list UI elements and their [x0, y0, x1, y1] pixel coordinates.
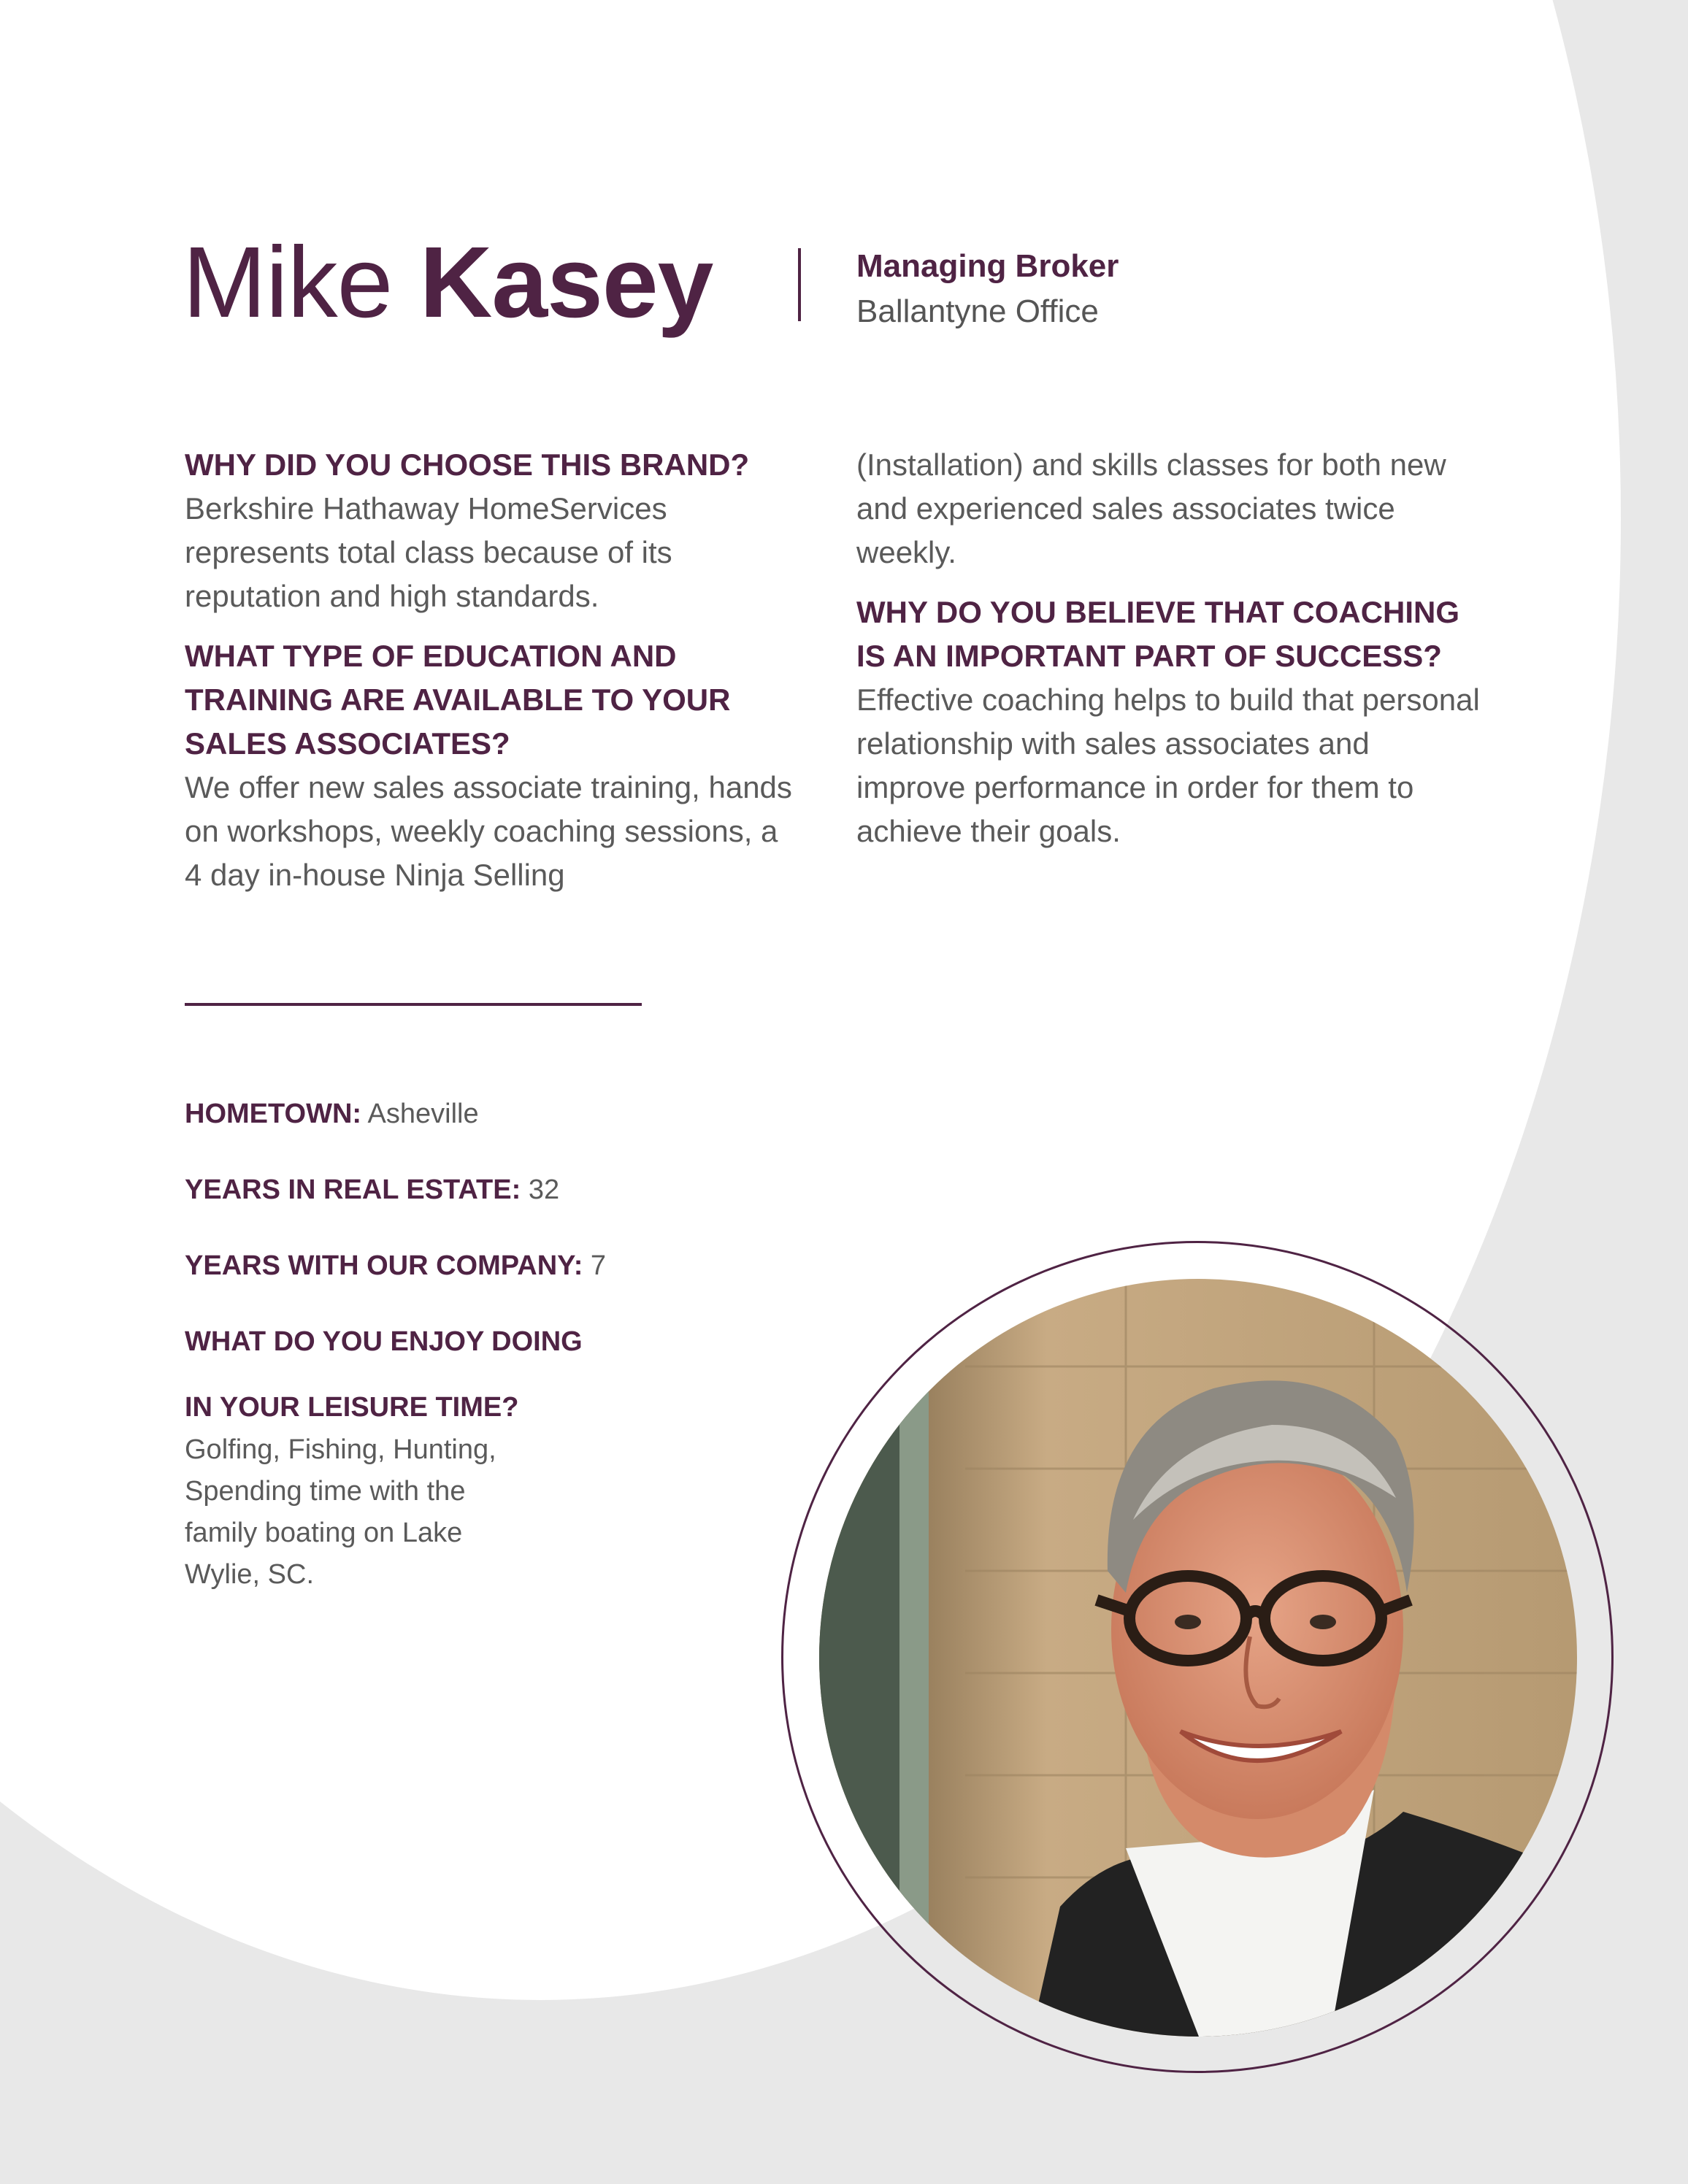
answer-brand: Berkshire Hathaway HomeServices represents total class because of its reputation and high standards. [185, 491, 672, 613]
years-co-label: YEARS WITH OUR COMPANY: [185, 1250, 583, 1281]
question-brand: WHY DID YOU CHOOSE THIS BRAND? [185, 447, 750, 482]
quick-facts [185, 1092, 696, 1596]
section-rule [185, 1003, 642, 1006]
headshot-illustration [819, 1279, 1577, 2037]
question-coaching: WHY DO YOU BELIEVE THAT COACHING IS AN IMPORTANT PART OF SUCCESS? [856, 595, 1460, 673]
office-name: Ballantyne Office [856, 293, 1099, 329]
years-re-label: YEARS IN REAL ESTATE: [185, 1174, 521, 1205]
hometown-value: Asheville [367, 1099, 479, 1129]
fact-years-company [185, 1244, 696, 1288]
hometown-label: HOMETOWN: [185, 1099, 362, 1129]
fact-hometown [185, 1092, 696, 1136]
leisure-question-line1: WHAT DO YOU ENJOY DOING [185, 1326, 583, 1357]
leisure-answer: Golfing, Fishing, Hunting, Spending time with the family boating on Lake Wylie, SC. [185, 1434, 496, 1590]
fact-years-real-estate [185, 1168, 696, 1212]
role-block [856, 244, 1119, 334]
question-education: WHAT TYPE OF EDUCATION AND TRAINING ARE AVAILABLE TO YOUR SALES ASSOCIATES? [185, 639, 731, 761]
answer-education-part2: (Installation) and skills classes for both new and experienced sales associates twice weekly. [856, 447, 1446, 569]
years-re-value: 32 [528, 1174, 560, 1205]
answer-education-part1: We offer new sales associate training, hands on workshops, weekly coaching sessions, a 4 day in-house Ninja Selling [185, 770, 792, 892]
last-name: Kasey [419, 226, 713, 339]
qa-column-left [185, 443, 798, 913]
header-divider [798, 248, 801, 321]
leisure-question-line2: IN YOUR LEISURE TIME? [185, 1392, 519, 1423]
years-co-value: 7 [590, 1250, 607, 1281]
headshot-photo [819, 1279, 1577, 2037]
job-title: Managing Broker [856, 248, 1119, 284]
answer-coaching: Effective coaching helps to build that personal relationship with sales associates and improve performance in order for them to achieve their goals. [856, 682, 1480, 848]
agent-name [183, 226, 713, 339]
qa-column-right [856, 443, 1484, 869]
first-name: Mike [183, 226, 393, 339]
